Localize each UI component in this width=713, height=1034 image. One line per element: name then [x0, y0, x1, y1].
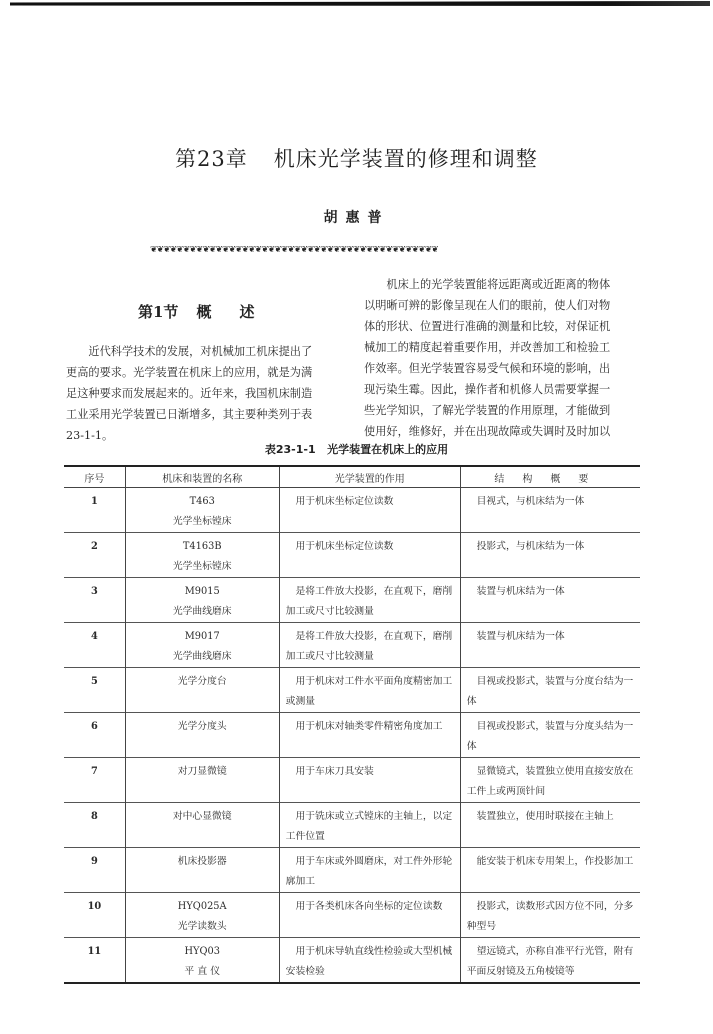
text-line: 些光学知识，了解光学装置的作用原理，才能做到 [364, 404, 611, 417]
page-top-rule [10, 1, 710, 6]
table-row [64, 578, 640, 623]
table-row [64, 713, 640, 758]
cell-structure: 望远镜式，亦称自准平行光管，附有平面反射镜及五角棱镜等 [460, 938, 640, 984]
cell-structure: 装置与机床结为一体 [460, 623, 640, 668]
cell-name [125, 578, 279, 623]
device-model: T463 [189, 496, 215, 507]
device-name: 光学曲线磨床 [172, 606, 232, 617]
table-row [64, 848, 640, 893]
device-name: 光学坐标镗床 [172, 561, 232, 572]
device-name: 对刀显微镜 [177, 766, 227, 777]
cell-name [125, 893, 279, 938]
device-name: 光学分度台 [177, 676, 227, 687]
table-body [64, 488, 640, 984]
section-number: 第1节 [138, 303, 179, 321]
cell-function: 用于车床刀具安装 [279, 758, 460, 803]
cell-no: 11 [64, 938, 125, 984]
header-name: 机床和装置的名称 [125, 466, 279, 488]
cell-name [125, 488, 279, 533]
cell-no: 3 [64, 578, 125, 623]
cell-name [125, 668, 279, 713]
cell-function: 用于机床坐标定位读数 [279, 488, 460, 533]
chapter-number: 第23章 [175, 147, 248, 171]
text-line: 近代科学技术的发展，对机械加工机床提出了 [66, 345, 313, 358]
cell-name [125, 713, 279, 758]
header-structure: 结构概要 [460, 466, 640, 488]
device-name: 光学分度头 [177, 721, 227, 732]
text-line: 以明晰可辨的影像呈现在人们的眼前，使人们对物 [364, 299, 611, 312]
table-caption: 表23-1-1 光学装置在机床上的应用 [264, 443, 449, 456]
table-header-row [64, 466, 640, 488]
text-line: 现污染生霉。因此，操作者和机修人员需要掌握一 [364, 383, 611, 396]
cell-function: 用于铣床或立式镗床的主轴上，以定工件位置 [279, 803, 460, 848]
cell-no: 4 [64, 623, 125, 668]
device-name: 光学曲线磨床 [172, 651, 232, 662]
table-row [64, 533, 640, 578]
section-title-part2: 述 [239, 303, 255, 321]
cell-function: 是将工件放大投影，在直观下，磨削加工或尺寸比较测量 [279, 578, 460, 623]
ornamental-divider: ❦❦❦❦❦❦❦❦❦❦❦❦❦❦❦❦❦❦❦❦❦❦❦❦❦❦❦❦❦❦❦❦❦❦❦❦❦❦❦❦❦❦❦❦ [150, 246, 438, 255]
cell-function: 用于车床或外圆磨床，对工件外形轮廓加工 [279, 848, 460, 893]
section-title-part1: 概 [196, 303, 212, 321]
cell-name [125, 533, 279, 578]
cell-name [125, 803, 279, 848]
text-line: 23-1-1。 [66, 429, 114, 442]
table-row [64, 668, 640, 713]
cell-structure: 目视式，与机床结为一体 [460, 488, 640, 533]
text-line: 械加工的精度起着重要作用，并改善加工和检验工 [364, 341, 611, 354]
device-model: HYQ03 [184, 946, 220, 957]
cell-name [125, 848, 279, 893]
cell-name [125, 623, 279, 668]
cell-no: 5 [64, 668, 125, 713]
text-line: 使用好，维修好，并在出现故障或失调时及时加以 [364, 425, 611, 438]
table-row [64, 938, 640, 984]
cell-structure: 投影式，读数形式因方位不同，分多种型号 [460, 893, 640, 938]
cell-structure: 装置与机床结为一体 [460, 578, 640, 623]
author-name: 胡惠普 [323, 210, 390, 226]
cell-function: 用于机床坐标定位读数 [279, 533, 460, 578]
device-name: 平 直 仪 [184, 966, 221, 977]
text-line: 足这种要求而发展起来的。近年来，我国机床制造 [66, 387, 313, 400]
device-name: 对中心显微镜 [172, 811, 232, 822]
device-model: HYQ025A [177, 901, 227, 912]
text-line: 工业采用光学装置已日渐增多，其主要种类列于表 [66, 408, 313, 421]
table-row [64, 758, 640, 803]
cell-structure: 目视或投影式，装置与分度头结为一体 [460, 713, 640, 758]
text-line: 更高的要求。光学装置在机床上的应用，就是为满 [66, 366, 313, 379]
cell-function: 用于各类机床各向坐标的定位读数 [279, 893, 460, 938]
intro-paragraph-right [364, 274, 640, 442]
cell-function: 是将工件放大投影，在直观下，磨削加工或尺寸比较测量 [279, 623, 460, 668]
cell-no: 2 [64, 533, 125, 578]
cell-structure: 能安装于机床专用架上，作投影加工 [460, 848, 640, 893]
device-model: M9017 [184, 631, 220, 642]
cell-no: 1 [64, 488, 125, 533]
cell-structure: 显微镜式，装置独立使用直接安放在工件上或两顶针间 [460, 758, 640, 803]
cell-structure: 投影式，与机床结为一体 [460, 533, 640, 578]
section-heading [138, 301, 254, 322]
chapter-title-text: 机床光学装置的修理和调整 [273, 147, 538, 171]
cell-function: 用于机床对轴类零件精密角度加工 [279, 713, 460, 758]
cell-structure: 目视或投影式，装置与分度台结为一体 [460, 668, 640, 713]
cell-no: 8 [64, 803, 125, 848]
device-name: 机床投影器 [177, 856, 227, 867]
cell-no: 7 [64, 758, 125, 803]
cell-no: 6 [64, 713, 125, 758]
cell-structure: 装置独立，使用时联接在主轴上 [460, 803, 640, 848]
device-name: 光学坐标镗床 [172, 516, 232, 527]
device-name: 光学读数头 [177, 921, 227, 932]
header-function: 光学装置的作用 [279, 466, 460, 488]
table-row [64, 803, 640, 848]
table-row [64, 488, 640, 533]
cell-name [125, 758, 279, 803]
text-line: 机床上的光学装置能将远距离或近距离的物体 [364, 278, 611, 291]
chapter-title [175, 143, 538, 173]
text-line: 体的形状、位置进行准确的测量和比较，对保证机 [364, 320, 611, 333]
header-no: 序号 [64, 466, 125, 488]
intro-paragraph-left [66, 341, 342, 446]
table-row [64, 623, 640, 668]
optical-devices-table [64, 465, 640, 984]
table-row [64, 893, 640, 938]
cell-no: 10 [64, 893, 125, 938]
cell-name [125, 938, 279, 984]
cell-function: 用于机床导轨直线性检验或大型机械安装检验 [279, 938, 460, 984]
device-model: T4163B [182, 541, 222, 552]
text-line: 作效率。但光学装置容易受气候和环境的影响，出 [364, 362, 611, 375]
cell-no: 9 [64, 848, 125, 893]
device-model: M9015 [184, 586, 220, 597]
cell-function: 用于机床对工件水平面角度精密加工或测量 [279, 668, 460, 713]
